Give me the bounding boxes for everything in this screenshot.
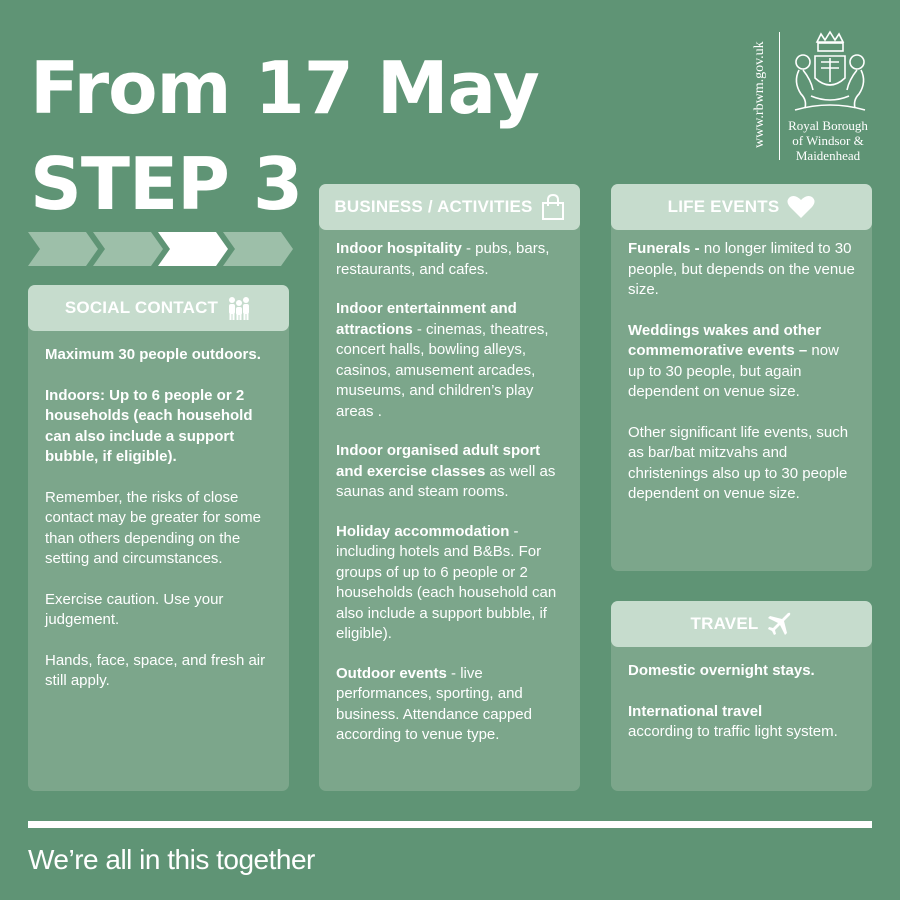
people-icon: [226, 295, 252, 321]
life-events-card: [611, 184, 872, 571]
list-item: Holiday accommodation - including hotels and B&Bs. For groups of up to 6 people or 2 households (each household can also include a support bubble, if eligible).: [336, 522, 557, 642]
travel-header: TRAVEL: [611, 601, 872, 647]
travel-domestic: Domestic overnight stays.: [628, 662, 815, 679]
footer-divider: [28, 821, 872, 828]
travel-card: [611, 601, 872, 791]
travel-international: International travel according to traffic light system.: [628, 702, 838, 740]
life-events-body: [628, 239, 858, 525]
list-item: Outdoor events - live performances, sporting, and business. Attendance capped according to venue type.: [336, 664, 532, 743]
social-hands-face-space: Hands, face, space, and fresh air still apply.: [45, 651, 266, 689]
step-progress: [28, 232, 294, 266]
travel-body: [628, 661, 858, 763]
social-contact-body: [45, 345, 275, 712]
borough-crest-icon: [785, 30, 875, 123]
business-activities-body: [336, 239, 566, 765]
title-step: STEP 3: [30, 142, 303, 226]
title-date: From 17 May: [30, 46, 539, 130]
footer-tagline: We’re all in this together: [28, 844, 315, 875]
list-item: Funerals - no longer limited to 30 people, but depends on the venue size.: [628, 240, 855, 298]
airplane-icon: [766, 611, 792, 637]
council-name: Royal Borough of Windsor & Maidenhead: [788, 118, 868, 163]
social-outdoor-limit: Maximum 30 people outdoors.: [45, 346, 261, 363]
step-chevron-4: [223, 232, 293, 266]
step-chevron-2: [93, 232, 163, 266]
business-activities-header: BUSINESS / ACTIVITIES: [319, 184, 580, 230]
council-logo: [752, 28, 882, 168]
social-contact-card: [28, 285, 289, 791]
list-item: Other significant life events, such as bar/bat mitzvahs and christenings also up to 30 people dependent on venue size.: [628, 423, 849, 502]
step-chevron-3-current: [158, 232, 228, 266]
list-item: Weddings wakes and other commemorative events – now up to 30 people, but again dependent on venue size.: [628, 321, 839, 400]
business-activities-card: [319, 184, 580, 791]
social-caution-note: Exercise caution. Use your judgement.: [45, 590, 224, 628]
heart-icon: [787, 195, 815, 219]
social-risk-note: Remember, the risks of close contact may be greater for some than others depending on the setting and circumstances.: [45, 488, 261, 567]
life-events-header: LIFE EVENTS: [611, 184, 872, 230]
step-chevron-1: [28, 232, 98, 266]
social-contact-header: SOCIAL CONTACT: [28, 285, 289, 331]
website-url: www.rbwm.gov.uk: [752, 41, 767, 149]
list-item: Indoor entertainment and attractions - cinemas, theatres, concert halls, bowling alleys, casinos, amusement arcades, museums, and children’s play areas .: [336, 300, 549, 420]
shopping-bag-icon: [541, 194, 565, 220]
list-item: Indoor hospitality - pubs, bars, restaurants, and cafes.: [336, 240, 550, 278]
social-indoor-limit: Indoors: Up to 6 people or 2 households (each household can also include a support bubble, if eligible).: [45, 386, 253, 465]
list-item: Indoor organised adult sport and exercise classes as well as saunas and steam rooms.: [336, 442, 556, 500]
